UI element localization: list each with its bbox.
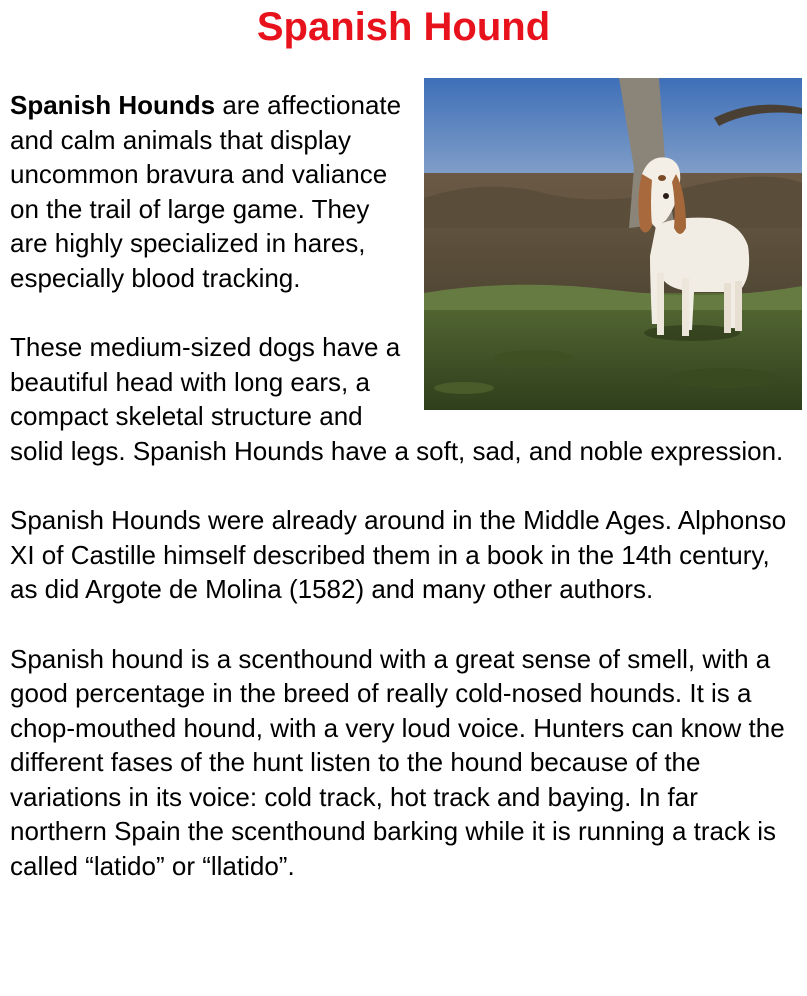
article-body xyxy=(10,88,800,918)
page-title: Spanish Hound xyxy=(256,5,551,49)
intro-lead: Spanish Hounds xyxy=(10,90,216,120)
dog-image-icon xyxy=(424,78,802,410)
paragraph-scent: Spanish hound is a scenthound with a great sense of smell, with a good percentage in the breed of really cold-nosed hounds. It is a chop-mouthed hound, with a very loud voice. Hunters can know the different fases of the hunt listen to the hound because of the variations in its voice: cold track, hot track and baying. In far northern Spain the scenthound barking while it is running a track is called “latido” or “llatido”. xyxy=(10,643,785,882)
spanish-hound-photo xyxy=(424,78,802,410)
intro-text: are affectionate and calm animals that display uncommon bravura and valiance on the trail of large game. They are highly specialized in hares, especially blood tracking. xyxy=(10,90,402,293)
paragraph-appearance: These medium-sized dogs have a beautiful head with long ears, a compact skeletal structure and solid legs. Spanish Hounds have a soft, sad, and noble expression. xyxy=(10,332,784,466)
paragraph-history: Spanish Hounds were already around in the Middle Ages. Alphonso XI of Castille himself described them in a book in the 14th century, as did Argote de Molina (1582) and many other authors. xyxy=(10,505,787,605)
